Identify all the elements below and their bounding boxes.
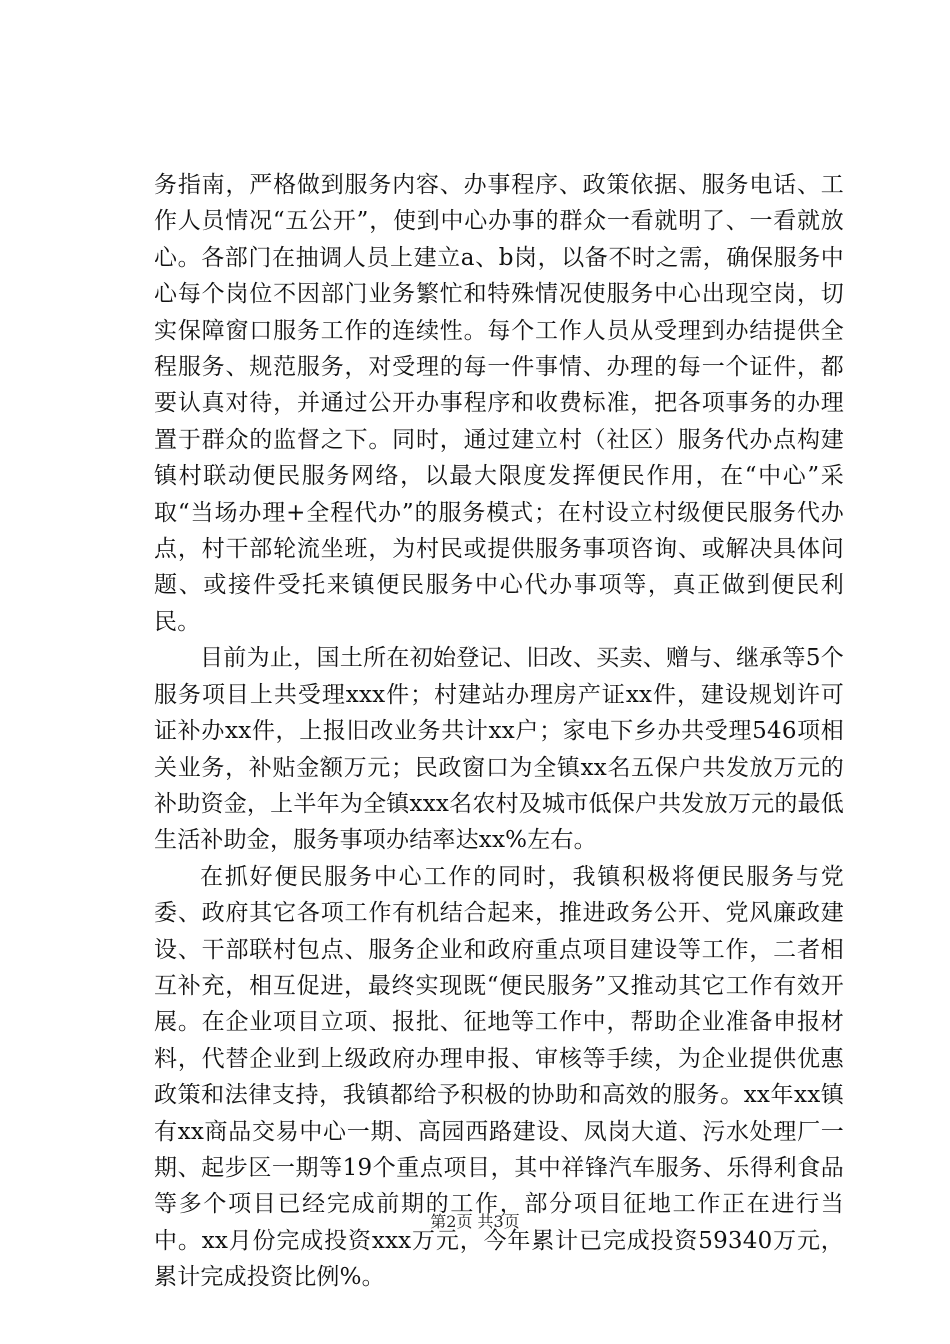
paragraph-statistics: 目前为止，国土所在初始登记、旧改、买卖、赠与、继承等5个服务项目上共受理xxx件；村建站办理房产证xx件，建设规划许可证补办xx件，上报旧改业务共计xx户；家电下乡办共受理546项相关业务，补贴金额万元；民政窗口为全镇xx名五保户共发放万元的补助资金，上半年为全镇xxx名农村及城市低保户共发放万元的最低生活补助金，服务事项办结率达xx%左右。 bbox=[154, 645, 844, 854]
paragraph-service-guide: 务指南，严格做到服务内容、办事程序、政策依据、服务电话、工作人员情况“五公开”，使到中心办事的群众一看就明了、一看就放心。各部门在抽调人员上建立a、b岗，以备不时之需，确保服务中心每个岗位不因部门业务繁忙和特殊情况使服务中心出现空岗，切实保障窗口服务工作的连续性。每个工作人员从受理到办结提供全程服务、规范服务，对受理的每一件事情、办理的每一个证件，都要认真对待，并通过公开办事程序和收费标准，把各项事务的办理置于群众的监督之下。同时，通过建立村（社区）服务代办点构建镇村联动便民服务网络，以最大限度发挥便民作用，在“中心”采取“当场办理+全程代办”的服务模式；在村设立村级便民服务代办点，村干部轮流坐班，为村民或提供服务事项咨询、或解决具体问题、或接件受托来镇便民服务中心代办事项等，真正做到便民利民。 bbox=[154, 172, 844, 635]
document-body bbox=[154, 167, 844, 1296]
paragraph-integration: 在抓好便民服务中心工作的同时，我镇积极将便民服务与党委、政府其它各项工作有机结合起来，推进政务公开、党风廉政建设、干部联村包点、服务企业和政府重点项目建设等工作，二者相互补充，相互促进，最终实现既“便民服务”又推动其它工作有效开展。在企业项目立项、报批、征地等工作中，帮助企业准备申报材料，代替企业到上级政府办理申报、审核等手续，为企业提供优惠政策和法律支持，我镇都给予积极的协助和高效的服务。xx年xx镇有xx商品交易中心一期、高园西路建设、凤岗大道、污水处理厂一期、起步区一期等19个重点项目，其中祥锋汽车服务、乐得利食品等多个项目已经完成前期的工作，部分项目征地工作正在进行当中。xx月份完成投资xxx万元，今年累计已完成投资59340万元，累计完成投资比例%。 bbox=[154, 863, 844, 1291]
page-number-footer: 第2页 共3页 bbox=[430, 1212, 520, 1231]
